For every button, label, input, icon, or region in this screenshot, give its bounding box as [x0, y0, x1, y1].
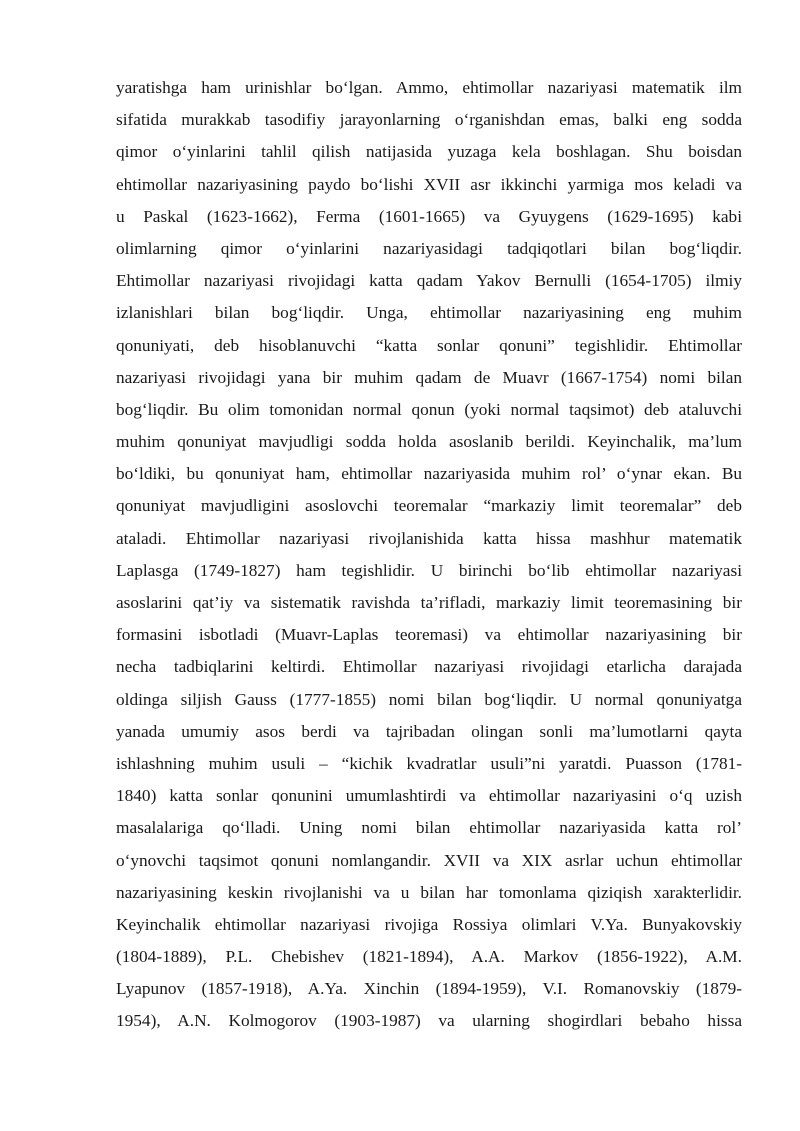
text-line: necha tadbiqlarini keltirdi. Ehtimollar nazariyasi rivojidagi etarlicha darajada: [116, 657, 742, 677]
text-line: qonuniyati, deb hisoblanuvchi “katta sonlar qonuni” tegishlidir. Ehtimollar: [116, 335, 742, 355]
text-line: olimlarning qimor o‘yinlarini nazariyasidagi tadqiqotlari bilan bog‘liqdir.: [116, 238, 742, 258]
text-line: yaratishga ham urinishlar bo‘lgan. Ammo, ehtimollar nazariyasi matematik ilm: [116, 78, 742, 97]
text-line: izlanishlari bilan bog‘liqdir. Unga, ehtimollar nazariyasining eng muhim: [116, 303, 742, 323]
text-line: oldinga siljish Gauss (1777-1855) nomi bilan bog‘liqdir. U normal qonuniyatga: [116, 689, 742, 709]
text-line: qonuniyat mavjudligini asoslovchi teoremalar “markaziy limit teoremalar” deb: [116, 496, 742, 516]
text-line: 1954), A.N. Kolmogorov (1903-1987) va ularning shogirdlari bebaho hissa: [116, 1011, 742, 1031]
text-line: 1840) katta sonlar qonunini umumlashtirdi va ehtimollar nazariyasini o‘q uzish: [116, 786, 742, 806]
body-paragraph: [116, 72, 742, 1038]
text-line: nazariyasining keskin rivojlanishi va u bilan har tomonlama qiziqish xarakterlidir.: [116, 882, 742, 902]
text-line: sifatida murakkab tasodifiy jarayonlarning o‘rganishdan emas, balki eng sodda: [116, 110, 742, 130]
text-line: ataladi. Ehtimollar nazariyasi rivojlanishida katta hissa mashhur matematik: [116, 528, 742, 548]
text-line: nazariyasi rivojidagi yana bir muhim qadam de Muavr (1667-1754) nomi bilan: [116, 367, 742, 387]
text-line: formasini isbotladi (Muavr-Laplas teoremasi) va ehtimollar nazariyasining bir: [116, 625, 742, 645]
text-line: masalalariga qo‘lladi. Uning nomi bilan ehtimollar nazariyasida katta rol’: [116, 818, 742, 838]
text-line: yanada umumiy asos berdi va tajribadan olingan sonli ma’lumotlarni qayta: [116, 721, 742, 741]
text-line: Ehtimollar nazariyasi rivojidagi katta qadam Yakov Bernulli (1654-1705) ilmiy: [116, 271, 742, 291]
text-line: muhim qonuniyat mavjudligi sodda holda asoslanib berildi. Keyinchalik, ma’lum: [116, 432, 742, 452]
text-line: Keyinchalik ehtimollar nazariyasi rivojiga Rossiya olimlari V.Ya. Bunyakovskiy: [116, 914, 742, 934]
text-line: Lyapunov (1857-1918), A.Ya. Xinchin (1894-1959), V.I. Romanovskiy (1879-: [116, 979, 742, 999]
text-line: ehtimollar nazariyasining paydo bo‘lishi XVII asr ikkinchi yarmiga mos keladi va: [116, 174, 742, 194]
text-line: u Paskal (1623-1662), Ferma (1601-1665) va Gyuygens (1629-1695) kabi: [116, 206, 742, 226]
text-line: bog‘liqdir. Bu olim tomonidan normal qonun (yoki normal taqsimot) deb ataluvchi: [116, 399, 742, 419]
text-line: Laplasga (1749-1827) ham tegishlidir. U birinchi bo‘lib ehtimollar nazariyasi: [116, 560, 742, 580]
text-line: bo‘ldiki, bu qonuniyat ham, ehtimollar nazariyasida muhim rol’ o‘ynar ekan. Bu: [116, 464, 742, 484]
text-line: asoslarini qat’iy va sistematik ravishda ta’rifladi, markaziy limit teoremasining bir: [116, 593, 742, 612]
text-line: ishlashning muhim usuli – “kichik kvadratlar usuli”ni yaratdi. Puasson (1781-: [116, 753, 742, 773]
text-line: (1804-1889), P.L. Chebishev (1821-1894), A.A. Markov (1856-1922), A.M.: [116, 947, 742, 967]
text-line: o‘ynovchi taqsimot qonuni nomlangandir. XVII va XIX asrlar uchun ehtimollar: [116, 850, 742, 870]
text-line: qimor o‘yinlarini tahlil qilish natijasida yuzaga kela boshlagan. Shu boisdan: [116, 142, 742, 162]
